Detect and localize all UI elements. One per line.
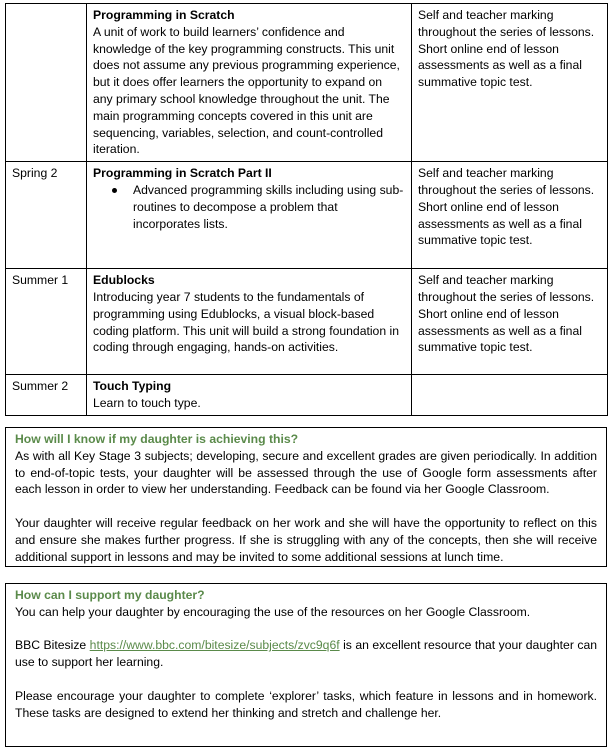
- assessment-cell: [412, 162, 608, 269]
- assessment-cell: [412, 269, 608, 375]
- bitesize-link[interactable]: https://www.bbc.com/bitesize/subjects/zvc9q6f: [89, 638, 340, 653]
- assessment-tests: Short online end of lesson assessments as well as a final summative topic test.: [418, 41, 582, 90]
- support-paragraph: Please encourage your daughter to complete ‘explorer’ tasks, which feature in lessons and in homework. These tasks are designed to extend her thinking and stretch and challenge her.: [15, 688, 597, 720]
- table-row: [6, 375, 608, 416]
- unit-cell: [87, 162, 412, 269]
- assessment-marking: Self and teacher marking throughout the series of lessons.: [418, 8, 595, 39]
- curriculum-table: [5, 3, 608, 416]
- unit-bullet-item: Advanced programming skills including using sub-routines to decompose a problem that incorporates lists.: [133, 182, 404, 231]
- table-row: [6, 4, 608, 162]
- bitesize-prefix: BBC Bitesize: [15, 638, 90, 653]
- unit-cell: [87, 4, 412, 162]
- assessment-tests: Short online end of lesson assessments as well as a final summative topic test.: [418, 306, 582, 355]
- bitesize-paragraph: [15, 637, 597, 671]
- unit-cell: [87, 375, 412, 416]
- unit-title: Edublocks: [93, 273, 155, 288]
- unit-description: A unit of work to build learners’ confidence and knowledge of the key programming constructs. This unit does not assume any previous programming experience, but it does offer learners the opportunity to expand on any primary school knowledge throughout the unit. The main programming concepts covered in this unit are sequencing, variables, selection, and count-controlled iteration.: [93, 24, 400, 157]
- unit-bullet-list: [93, 182, 405, 232]
- assessment-tests: Short online end of lesson assessments as well as a final summative topic test.: [418, 199, 582, 248]
- assessment-marking: Self and teacher marking throughout the series of lessons.: [418, 166, 595, 197]
- unit-title: Touch Typing: [93, 379, 172, 394]
- assessment-marking: Self and teacher marking throughout the series of lessons.: [418, 273, 595, 304]
- unit-description: Introducing year 7 students to the fundamentals of programming using Edublocks, a visual block-based coding platform. This unit will build a strong foundation in coding through engaging, hands-on activities.: [93, 289, 399, 355]
- term-cell: Spring 2: [6, 162, 87, 269]
- term-cell: Summer 2: [6, 375, 87, 416]
- achieving-heading: How will I know if my daughter is achieving this?: [15, 432, 299, 446]
- unit-description: Learn to touch type.: [93, 395, 201, 410]
- support-heading: How can I support my daughter?: [15, 588, 205, 602]
- table-row: [6, 162, 608, 269]
- assessment-cell: [412, 375, 608, 416]
- achieving-paragraph: As with all Key Stage 3 subjects; developing, secure and excellent grades are given periodically. In addition to end-of-topic tests, your daughter will be assessed through the use of Google form assessments after each lesson in order to view her understanding. Feedback can be found via her Google Classroom.: [15, 448, 597, 497]
- unit-cell: [87, 269, 412, 375]
- assessment-cell: [412, 4, 608, 162]
- achieving-paragraph: Your daughter will receive regular feedback on her work and she will have the opportunity to reflect on this and ensure she makes further progress. If she is struggling with any of the concepts, then she will receive additional support in lessons and may be invited to some additional sessions at lunch time.: [15, 515, 597, 564]
- unit-title: Programming in Scratch: [93, 8, 235, 22]
- support-paragraph: You can help your daughter by encouraging the use of the resources on her Google Classroom.: [15, 604, 531, 619]
- support-section: [5, 583, 607, 747]
- term-cell: [6, 4, 87, 162]
- bitesize-suffix: is an excellent resource that your daughter can use to support her learning.: [15, 638, 598, 670]
- achieving-section: [5, 427, 607, 567]
- table-row: [6, 269, 608, 375]
- unit-title: Programming in Scratch Part II: [93, 166, 272, 181]
- term-cell: Summer 1: [6, 269, 87, 375]
